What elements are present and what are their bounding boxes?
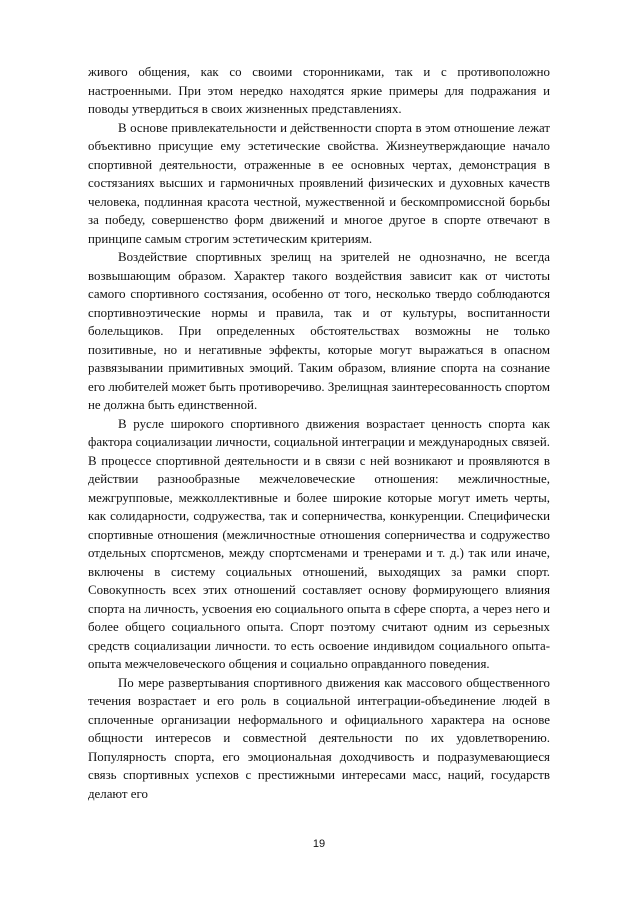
paragraph-3: Воздействие спортивных зрелищ на зрителей не однозначно, не всегда возвышающим образом. Характер такого воздействия зависит как от чистоты самого спортивного состязания, особенно от того, несколько твердо соблюдаются спортивноэтические нормы и правила, так и от культуры, воспитанности болельщиков. При определенных обстоятельствах возможны не только позитивные, но и негативные эффекты, которые могут выражаться в опасном развязывании примитивных эмоций. Таким образом, влияние спорта на сознание его любителей может быть противоречиво. Зрелищная заинтересованность спортом не должна быть единственной. xyxy=(88,250,550,412)
page-number: 19 xyxy=(312,838,326,850)
page-body-text xyxy=(88,63,550,803)
paragraph-1: живого общения, как со своими сторонниками, так и с противоположно настроенными. При этом нередко находятся яркие примеры для подражания и поводы утвердиться в своих жизненных представлениях. xyxy=(88,65,550,116)
paragraph-2: В основе привлекательности и действенности спорта в этом отношение лежат объективно присущие ему эстетические свойства. Жизнеутверждающие начало спортивной деятельности, отраженные в ее основных чертах, демонстрация в состязаниях высших и гармоничных проявлений физических и духовных качеств человека, подлинная красота честной, мужественной и бескомпромиссной борьбы за победу, совершенство форм движений и многое другое в спорте отвечают в принципе самым строгим эстетическим критериям. xyxy=(88,120,550,246)
paragraph-4: В русле широкого спортивного движения возрастает ценность спорта как фактора социализации личности, социальной интеграции и международных связей. В процессе спортивной деятельности и в связи с ней возникают и проявляются в действии разнообразные межчеловеческие отношения: межличностные, межгрупповые, межколлективные и более широкие которые могут иметь черты, как солидарности, содружества, так и соперничества, конкуренции. Специфически спортивные отношения (межличностные отношения соперничества и содружество отдельных спортсменов, между спортсменами и тренерами и т. д.) так или иначе, включены в систему социальных отношений, выходящих за рамки спорт. Совокупность всех этих отношений составляет основу формирующего влияния спорта на личность, усвоения ею социального опыта в сфере спорта, а через него и более общего социального опыта. Спорт поэтому считают одним из серьезных средств социализации личности. то есть освоение индивидом социального опыта- опыта межчеловеческого общения и социально оправданного поведения. xyxy=(88,416,550,671)
paragraph-5: По мере развертывания спортивного движения как массового общественного течения возрастает и его роль в социальной интеграции-объединение людей в сплоченные организации неформального и официального характера на основе общности интересов и совместной деятельности по их удовлетворению. Популярность спорта, его эмоциональная доходчивость и подразумевающиеся связь спортивных успехов с престижными интересами масс, наций, государств делают его xyxy=(88,675,550,801)
